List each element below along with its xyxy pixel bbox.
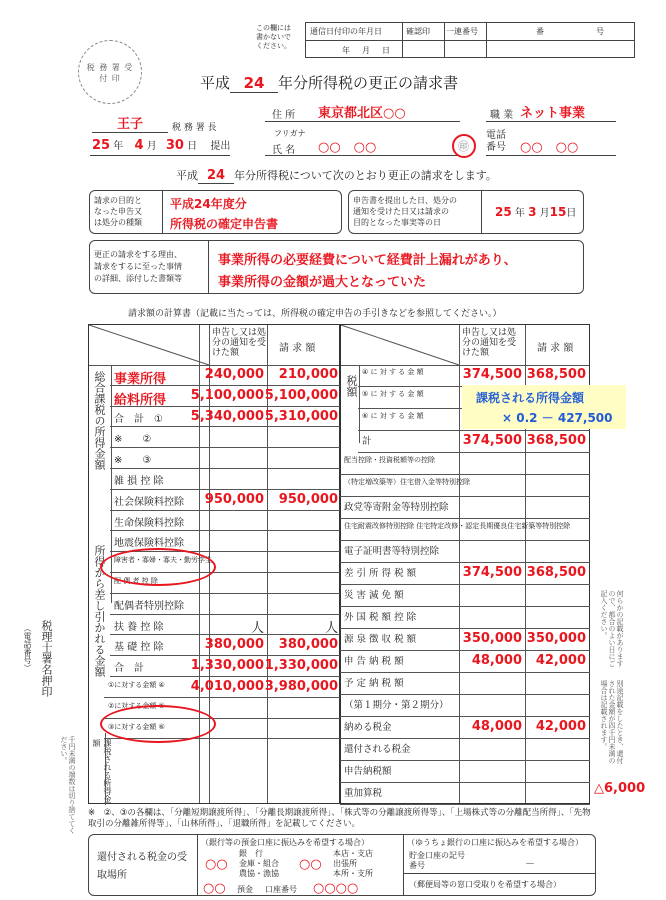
right-row-label: 還付される税金 [344,744,411,755]
right-table-row [358,430,590,453]
left-row-filed: 950,000 [204,491,264,507]
left-row-claim: 210,000 [278,367,338,382]
left-row-label: 基 礎 控 除 [114,642,164,654]
left-side-note: 千円未満の端数は切り捨ててください。 [60,736,76,834]
left-row-claim: 5,310,000 [264,408,338,424]
right-row-claim: 368,500 [526,565,586,580]
right-row-filed: 48,000 [471,719,522,734]
left-row-label: 配偶者特別控除 [114,600,184,612]
post-label: 貯金口座の記号番号 [409,851,465,870]
left-row-label: ※ ② [114,434,152,446]
address-value: 東京都北区○○ [318,106,406,121]
left-row-label: 障害者・寡婦・寡夫・勤労学生 [114,556,212,565]
office-col-date: 通信日付印の年月日 [310,27,382,36]
reason-line1: 事業所得の必要経費について経費計上漏れがあり、 [218,253,517,268]
right-row-claim: 42,000 [535,719,586,734]
right-row-filed: 374,500 [462,367,522,382]
right-row-label: 申告納税額 [344,766,392,777]
left-row-claim: 1,330,000 [264,658,338,674]
right-table-row [340,496,590,519]
left-row-filed: 5,340,000 [190,408,264,424]
right-row-label: 電子証明書等特別控除 [344,546,440,557]
refund-label: 還付される税金の受取場所 [97,852,187,881]
left-row-claim: 5,100,000 [264,387,338,403]
left-row-filed: 4,010,000 [190,679,264,694]
right-row-label: 配当控除・投資税額等の控除 [344,456,435,464]
footnote: ※ ②、③の各欄は、「分離短期譲渡所得」、「分離長期譲渡所得」、「株式等の分離譲渡所得等」、「上場株式等の分離配当所得」、「先物取引の分離雑所得等」、「山林所得」、「退職所得」を記載してください。 [88,808,591,829]
office-col-ban: 番 [536,27,544,36]
deposit-label: 預金 [237,885,253,894]
left-row-label: 合 計 ① [114,413,163,425]
reason-line2: 事業所得の金額が過大となっていた [218,275,427,290]
left-table-row [110,364,340,386]
left-row-claim: 380,000 [278,637,338,653]
office-col-go: 号 [596,27,604,36]
left-table-row [110,614,340,636]
tax-office-name: 王子 [92,113,168,133]
left-row-label: 事業所得 [114,372,167,387]
branch-name: ○○ [299,857,322,872]
right-table-row [340,782,590,805]
filed-year: 25 [495,205,512,219]
office-col-confirm: 確認印 [406,27,430,36]
left-col-claim-header: 請 求 額 [279,343,316,354]
name-label: 氏 名 [272,145,296,156]
right-table-row [340,738,590,761]
right-side-note-upper: 何らかの記載がありますので、都合のよい日にご記入ください。 [600,590,624,667]
left-row-label: 生命保険料控除 [114,517,184,529]
left-row-label: ①に対する金額 ④ [108,681,165,689]
basic-deduction-circle [100,705,216,743]
left-row-label: 雑 損 控 除 [114,476,164,487]
calc-caption: 請求額の計算書（記載に当たっては、所得税の確定申告の手引きなどを参照してください。） [128,309,502,319]
right-table-row [340,562,590,585]
bank-header: （銀行等の預金口座に振込みを希望する場合） [201,838,369,847]
name-value: ○○ ○○ [318,140,377,155]
account-label: 口座番号 [265,885,297,894]
right-row-label: 予 定 納 税 額 [344,678,404,689]
bank-types: 銀 行 金庫・組合 農協・漁協 [239,849,279,878]
left-row-label: ②に対する金額 ⑤ [108,701,165,710]
right-table-row [358,364,590,387]
right-table-row [340,650,590,673]
post-value: － [525,859,535,870]
right-row-claim: 368,500 [526,367,586,382]
side-income-label: 総合課税の所得金額 [93,371,106,470]
right-table-row [340,540,590,563]
phone-value: ○○ ○○ [520,140,579,155]
left-table-row [110,593,340,615]
left-table-row [110,406,340,428]
left-col-filed-header: 申告し又は処分の通知を受けた額 [212,328,267,358]
phone-label: 電話番号 [486,130,506,153]
tax-accountant-sub: （電話番号） [23,624,32,672]
left-row-label: 配 偶 者 控 除 [114,577,158,585]
right-row-label: ④ に 対 す る 金 額 [362,368,424,376]
left-row-filed: 240,000 [204,367,264,382]
branch-types: 本店・支店 出張所 本所・支所 [333,849,373,878]
right-table-row [340,628,590,651]
left-table-row [110,447,340,469]
right-row-filed: 374,500 [462,433,522,448]
right-header-diagonal [341,325,459,365]
seal-mark: ㊞ [458,140,469,153]
bank-name: ○○ [205,857,228,872]
left-row-claim: 人 [324,620,338,636]
left-row-filed: 人 [250,620,264,636]
right-table-row [340,452,590,475]
page-title: 平成 24 年分所得税の更正の請求書 [200,74,459,92]
delta-amount: △6,000 [594,781,646,796]
statement: 平成 24 年分所得税について次のとおり更正の請求をします。 [176,168,497,183]
left-row-label: 社会保険料控除 [114,496,184,508]
tax-accountant-label: 税理士署名押印 [40,620,53,697]
receipt-stamp-text: 税 務 署 受 付 印 [86,63,134,83]
right-row-claim: 368,500 [526,433,586,448]
left-table-row [104,676,340,698]
left-row-label: 合 計 [114,663,144,675]
right-row-claim: 42,000 [535,653,586,668]
account-number: ○○○○ [313,881,359,896]
occupation-label: 職 業 [490,110,514,121]
left-row-label: ※ ③ [114,455,152,467]
purpose-line1: 平成24年度分 [170,197,247,211]
left-table-row [110,489,340,511]
left-row-label: ③に対する金額 ⑥ [108,722,165,731]
side-tax-label: 課税される所得金額 [92,739,112,803]
left-table-row [110,510,340,532]
right-row-label: ⑥ に 対 す る 金 額 [362,412,424,420]
side-deduction-label: 所得から差し引かれる金額 [93,545,106,677]
right-row-claim: 350,000 [526,631,586,646]
left-row-filed: 1,330,000 [190,658,264,674]
tax-office-suffix: 税 務 署 長 [172,123,217,133]
right-col-claim-header: 請 求 額 [537,343,574,354]
right-row-label: 計 [362,436,372,447]
right-table-row [340,694,590,717]
right-side-tax-label: 税額 [345,375,358,397]
right-side-note-lower: 別途記載をしたとき、還付された金額が四千円未満の場合は記載されます。 [600,680,624,764]
left-row-label: 地震保険料控除 [114,538,184,550]
right-row-label: （特定増改築等）住宅借入金等特別控除 [344,478,470,486]
office-col-serial: 一連番号 [446,27,478,36]
filed-month: 3 [528,205,537,219]
formula-line2: × 0.2 － 427,500 [502,411,613,425]
submission-date: 25 年 4 月 30 日 提出 [92,138,231,153]
purpose-box: 請求の目的と なった申告又 は処分の種類 平成24年度分 所得税の確定申告書 [89,190,342,234]
right-row-label: 申 告 納 税 額 [344,656,404,667]
purpose-line2: 所得税の確定申告書 [170,217,279,231]
right-table-row [340,672,590,695]
office-use-note: この欄には 書かないで ください。 [256,24,291,50]
left-row-filed: 5,100,000 [190,387,264,403]
left-row-filed: 380,000 [204,637,264,653]
right-table-row [340,474,590,497]
right-row-label: 差 引 所 得 税 額 [344,568,417,579]
left-row-claim: 950,000 [278,491,338,507]
social-insurance-circle [100,548,216,586]
right-row-label: 政党等寄附金等特別控除 [344,502,449,513]
right-row-filed: 374,500 [462,565,522,580]
occupation-value: ネット事業 [520,106,586,121]
formula-annotation [462,385,626,429]
address-label: 住 所 [272,110,296,121]
filed-day: 15 [549,205,567,219]
right-row-label: ⑤ に 対 す る 金 額 [362,390,424,398]
right-row-filed: 350,000 [462,631,522,646]
formula-line1: 課税される所得金額 [476,391,585,405]
right-table-row [340,584,590,607]
filed-date-box: 申告書を提出した日、処分の 通知を受けた日又は請求の 目的となった事実等の日 25 年 3 月15日 [348,190,584,234]
right-table-row [340,716,590,739]
right-row-label: 住宅耐震改修特別控除 住宅特定改修・認定長期優良住宅新築等特別控除 [344,522,571,530]
post-header: （ゆうちょ銀行の口座に振込みを希望する場合） [407,838,583,847]
right-col-filed-header: 申告し又は処分の通知を受けた額 [462,328,517,358]
left-row-label: 扶 養 控 除 [114,621,164,633]
refund-box [88,834,596,896]
right-table-row [340,606,590,629]
left-table-row [110,655,340,677]
right-row-filed: 48,000 [471,653,522,668]
furigana-label: フリガナ [274,129,306,138]
right-table-row [340,518,590,541]
right-row-label: 外 国 税 額 控 除 [344,612,417,623]
post-note: （郵便局等の窓口受取りを希望する場合） [409,880,561,889]
left-row-label: 給料所得 [114,392,167,408]
left-table-row [110,385,340,407]
right-row-label: （第１期分・第２期分） [344,700,449,711]
right-row-label: 納める税金 [344,722,392,733]
right-row-label: 源 泉 徴 収 税 額 [344,634,417,645]
reason-box: 更正の請求をする理由、 請求をするに至った事情 の詳細、添付した書類等 事業所得の必要経費について経費計上漏れがあり、 事業所得の金額が過大となっていた [89,240,584,294]
left-table-row [110,634,340,656]
left-table-row [110,426,340,448]
right-table-row [340,760,590,783]
right-row-label: 重加算税 [344,788,383,799]
office-use-box: 通信日付印の年月日 確認印 一連番号 番 号 年 月 日 [305,22,635,58]
right-row-label: 災 害 減 免 額 [344,590,404,601]
left-row-claim: 3,980,000 [264,679,338,694]
left-table-row [110,468,340,490]
header-diagonal [89,325,209,365]
deposit-type: ○○ [203,881,226,896]
